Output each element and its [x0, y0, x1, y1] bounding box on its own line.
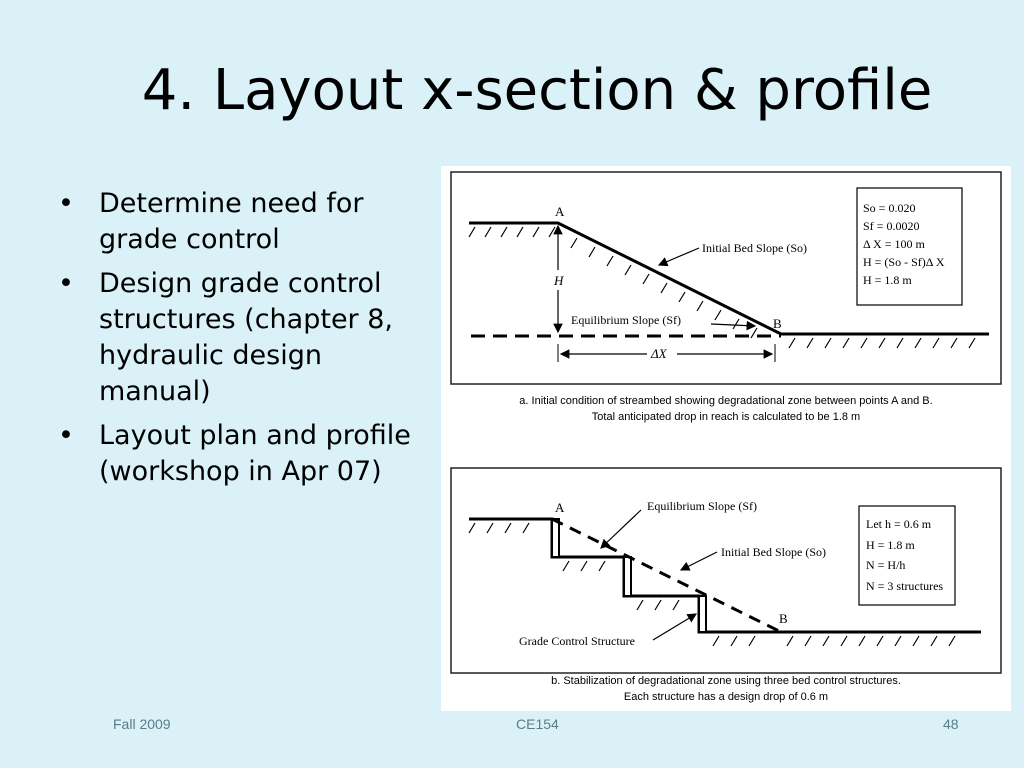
figure-svg [441, 166, 1011, 711]
panel-a-label-b: B [773, 316, 782, 331]
slide-title: 4. Layout x-section & profile [141, 58, 933, 123]
panel-a-label-a: A [555, 204, 565, 219]
panel-b-label-a: A [555, 500, 565, 515]
panel-b-box-line: N = 3 structures [866, 579, 944, 593]
panel-a-initial-slope-label: Initial Bed Slope (So) [702, 241, 807, 255]
panel-a-caption-line-2: Total anticipated drop in reach is calculated to be 1.8 m [591, 411, 861, 423]
bullet-text: Design grade control structures (chapter 8, hydraulic design manual) [99, 268, 393, 407]
panel-a-caption-line-1: a. Initial condition of streambed showing degradational zone between points A and B. [519, 395, 933, 407]
panel-a-initial-slope-leader [659, 248, 699, 265]
panel-b-initial-slope-leader [681, 552, 717, 570]
panel-b-box-line: H = 1.8 m [866, 538, 915, 552]
bullet-text: Layout plan and profile (workshop in Apr 07) [99, 420, 411, 487]
bullet-text: Determine need for grade control [99, 188, 364, 255]
panel-b-caption-line-1: b. Stabilization of degradational zone using three bed control structures. [551, 675, 901, 687]
panel-b-drop-structures [552, 519, 706, 632]
panel-a-dx-label: ΔX [651, 346, 667, 361]
panel-b-grade-control-leader [653, 614, 696, 640]
panel-b-initial-slope-line [552, 519, 781, 632]
panel-b-caption-line-2: Each structure has a design drop of 0.6 m [623, 691, 829, 703]
bullet-item [56, 418, 436, 490]
bullet-item [56, 266, 436, 410]
panel-b-equilibrium-label: Equilibrium Slope (Sf) [647, 499, 757, 513]
panel-b-initial-slope-label: Initial Bed Slope (So) [721, 545, 826, 559]
bullet-icon: • [58, 420, 74, 451]
bullet-icon: • [58, 268, 74, 299]
bullet-list [56, 186, 436, 498]
panel-a-box-line: So = 0.020 [863, 201, 916, 215]
footer-course: CE154 [516, 716, 559, 732]
footer-date: Fall 2009 [113, 716, 171, 732]
panel-a-equilibrium-label: Equilibrium Slope (Sf) [571, 313, 681, 327]
panel-b-box-line: Let h = 0.6 m [866, 517, 932, 531]
panel-b-grade-control-label: Grade Control Structure [519, 634, 635, 648]
footer-page-number: 48 [943, 716, 959, 732]
panel-a-box-line: Δ X = 100 m [863, 237, 925, 251]
panel-a-box-line: H = (So - Sf)Δ X [863, 255, 945, 269]
panel-a-label-h: H [554, 273, 564, 288]
panel-b-equilibrium-leader [601, 510, 641, 548]
panel-a-box-line: H = 1.8 m [863, 273, 912, 287]
panel-b-label-b: B [779, 611, 788, 626]
panel-a-box-line: Sf = 0.0020 [863, 219, 920, 233]
bullet-icon: • [58, 188, 74, 219]
grade-control-figure [441, 166, 1011, 711]
bullet-item [56, 186, 436, 258]
panel-b-box-line: N = H/h [866, 558, 906, 572]
panel-a-equilibrium-leader [711, 324, 755, 326]
